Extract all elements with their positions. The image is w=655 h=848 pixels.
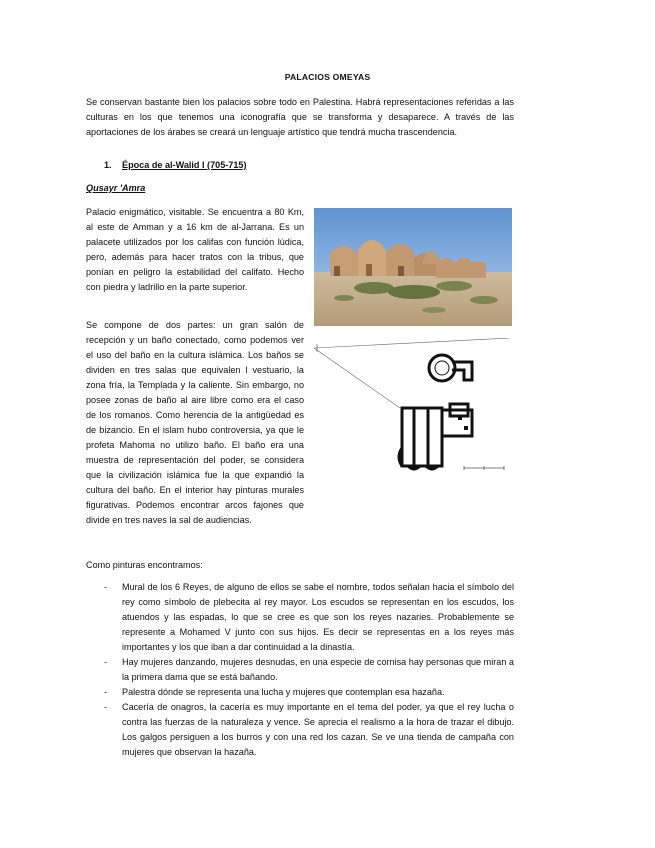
bullet-marker: - (104, 582, 108, 592)
list-item (104, 685, 514, 700)
list-item (104, 655, 514, 685)
floor-plan-image (314, 338, 512, 478)
list-item-text: Hay mujeres danzando, mujeres desnudas, en una especie de cornisa hay personas que miran a la primera dama que se está bañando. (122, 657, 514, 682)
bullet-marker: - (104, 657, 108, 667)
section-heading (104, 160, 247, 170)
palace-photo-image (314, 208, 512, 326)
section-number: 1. (104, 160, 112, 170)
description-paragraph: Palacio enigmático, visitable. Se encuentra a 80 Km, al este de Amman y a 16 km de al-Jarrana. Es un palacete utilizados por los califas con función lúdica, pero, además para hacer tratos con la tribus, que ponían en peligro la estabilidad del califato. Hecho con piedra y ladrillo en la parte superior. (86, 207, 304, 292)
paintings-intro: Como pinturas encontramos: (86, 560, 203, 570)
page-title: PALACIOS OMEYAS (284, 72, 371, 82)
section-title: Época de al-Walid I (705-715) (122, 160, 247, 170)
bullet-marker: - (104, 702, 108, 712)
paintings-list (104, 580, 514, 760)
subsection-heading: Qusayr 'Amra (86, 183, 146, 193)
list-item-text: Cacería de onagros, la cacería es muy importante en el tema del poder, ya que el rey lucha o contra las fuerzas de la naturaleza y vence. Se aprecia el realismo a la hora de trazar el dibujo. Los galgos persiguen a los burros y con una red los cazan. Se ve una tienda de campaña con mujeres que observan la hazaña. (122, 702, 514, 757)
intro-paragraph: Se conservan bastante bien los palacios sobre todo en Palestina. Habrá representaciones referidas a las culturas en los que tenemos una iconografía que se transforma y desaparece. A través de las aportaciones de los árabes se creará un lenguaje artístico que tendrá mucha trascendencia. (86, 97, 514, 137)
palace-photo (314, 208, 512, 326)
list-item-text: Mural de los 6 Reyes, de alguno de ellos se sabe el nombre, todos señalan hacia el símbolo del rey como símbolo de plebecita al rey mayor. Los escudos se representan en los escudos, los atuendos y las espadas, lo que se cree es que son los reyes nazaries. Probablemente se represente a Mohamed V junto con sus hijos. Es decir se representas en a los reyes más importantes y los que iban a dar continuidad a la dinastía. (122, 582, 514, 652)
description-paragraph-2: Se compone de dos partes: un gran salón de recepción y un baño conectado, como podemos ver el uso del baño en la cultura islámica. Los baños se dividen en tres salas que equivalen l vestuario, la zona fría, la Templada y la caliente. Sin embargo, no posee zonas de baño al aire libre como era el caso de los romanos. Como herencia de la antigüedad es de bizancio. En el islam hubo controversia, ya que le profeta Mahoma no utilizo baño. El baño era una muestra de representación del poder, se considera que la civilización islámica fue la que expandió la cultura del baño. En el interior hay pinturas murales figurativas. Podemos encontrar arcos fajones que divide en tres naves la sal de audiencias. (86, 320, 304, 525)
list-item (104, 700, 514, 760)
floor-plan-drawing (314, 338, 512, 478)
bullet-marker: - (104, 687, 108, 697)
list-item-text: Palestra dónde se representa una lucha y mujeres que contemplan esa hazaña. (122, 687, 445, 697)
list-item (104, 580, 514, 655)
